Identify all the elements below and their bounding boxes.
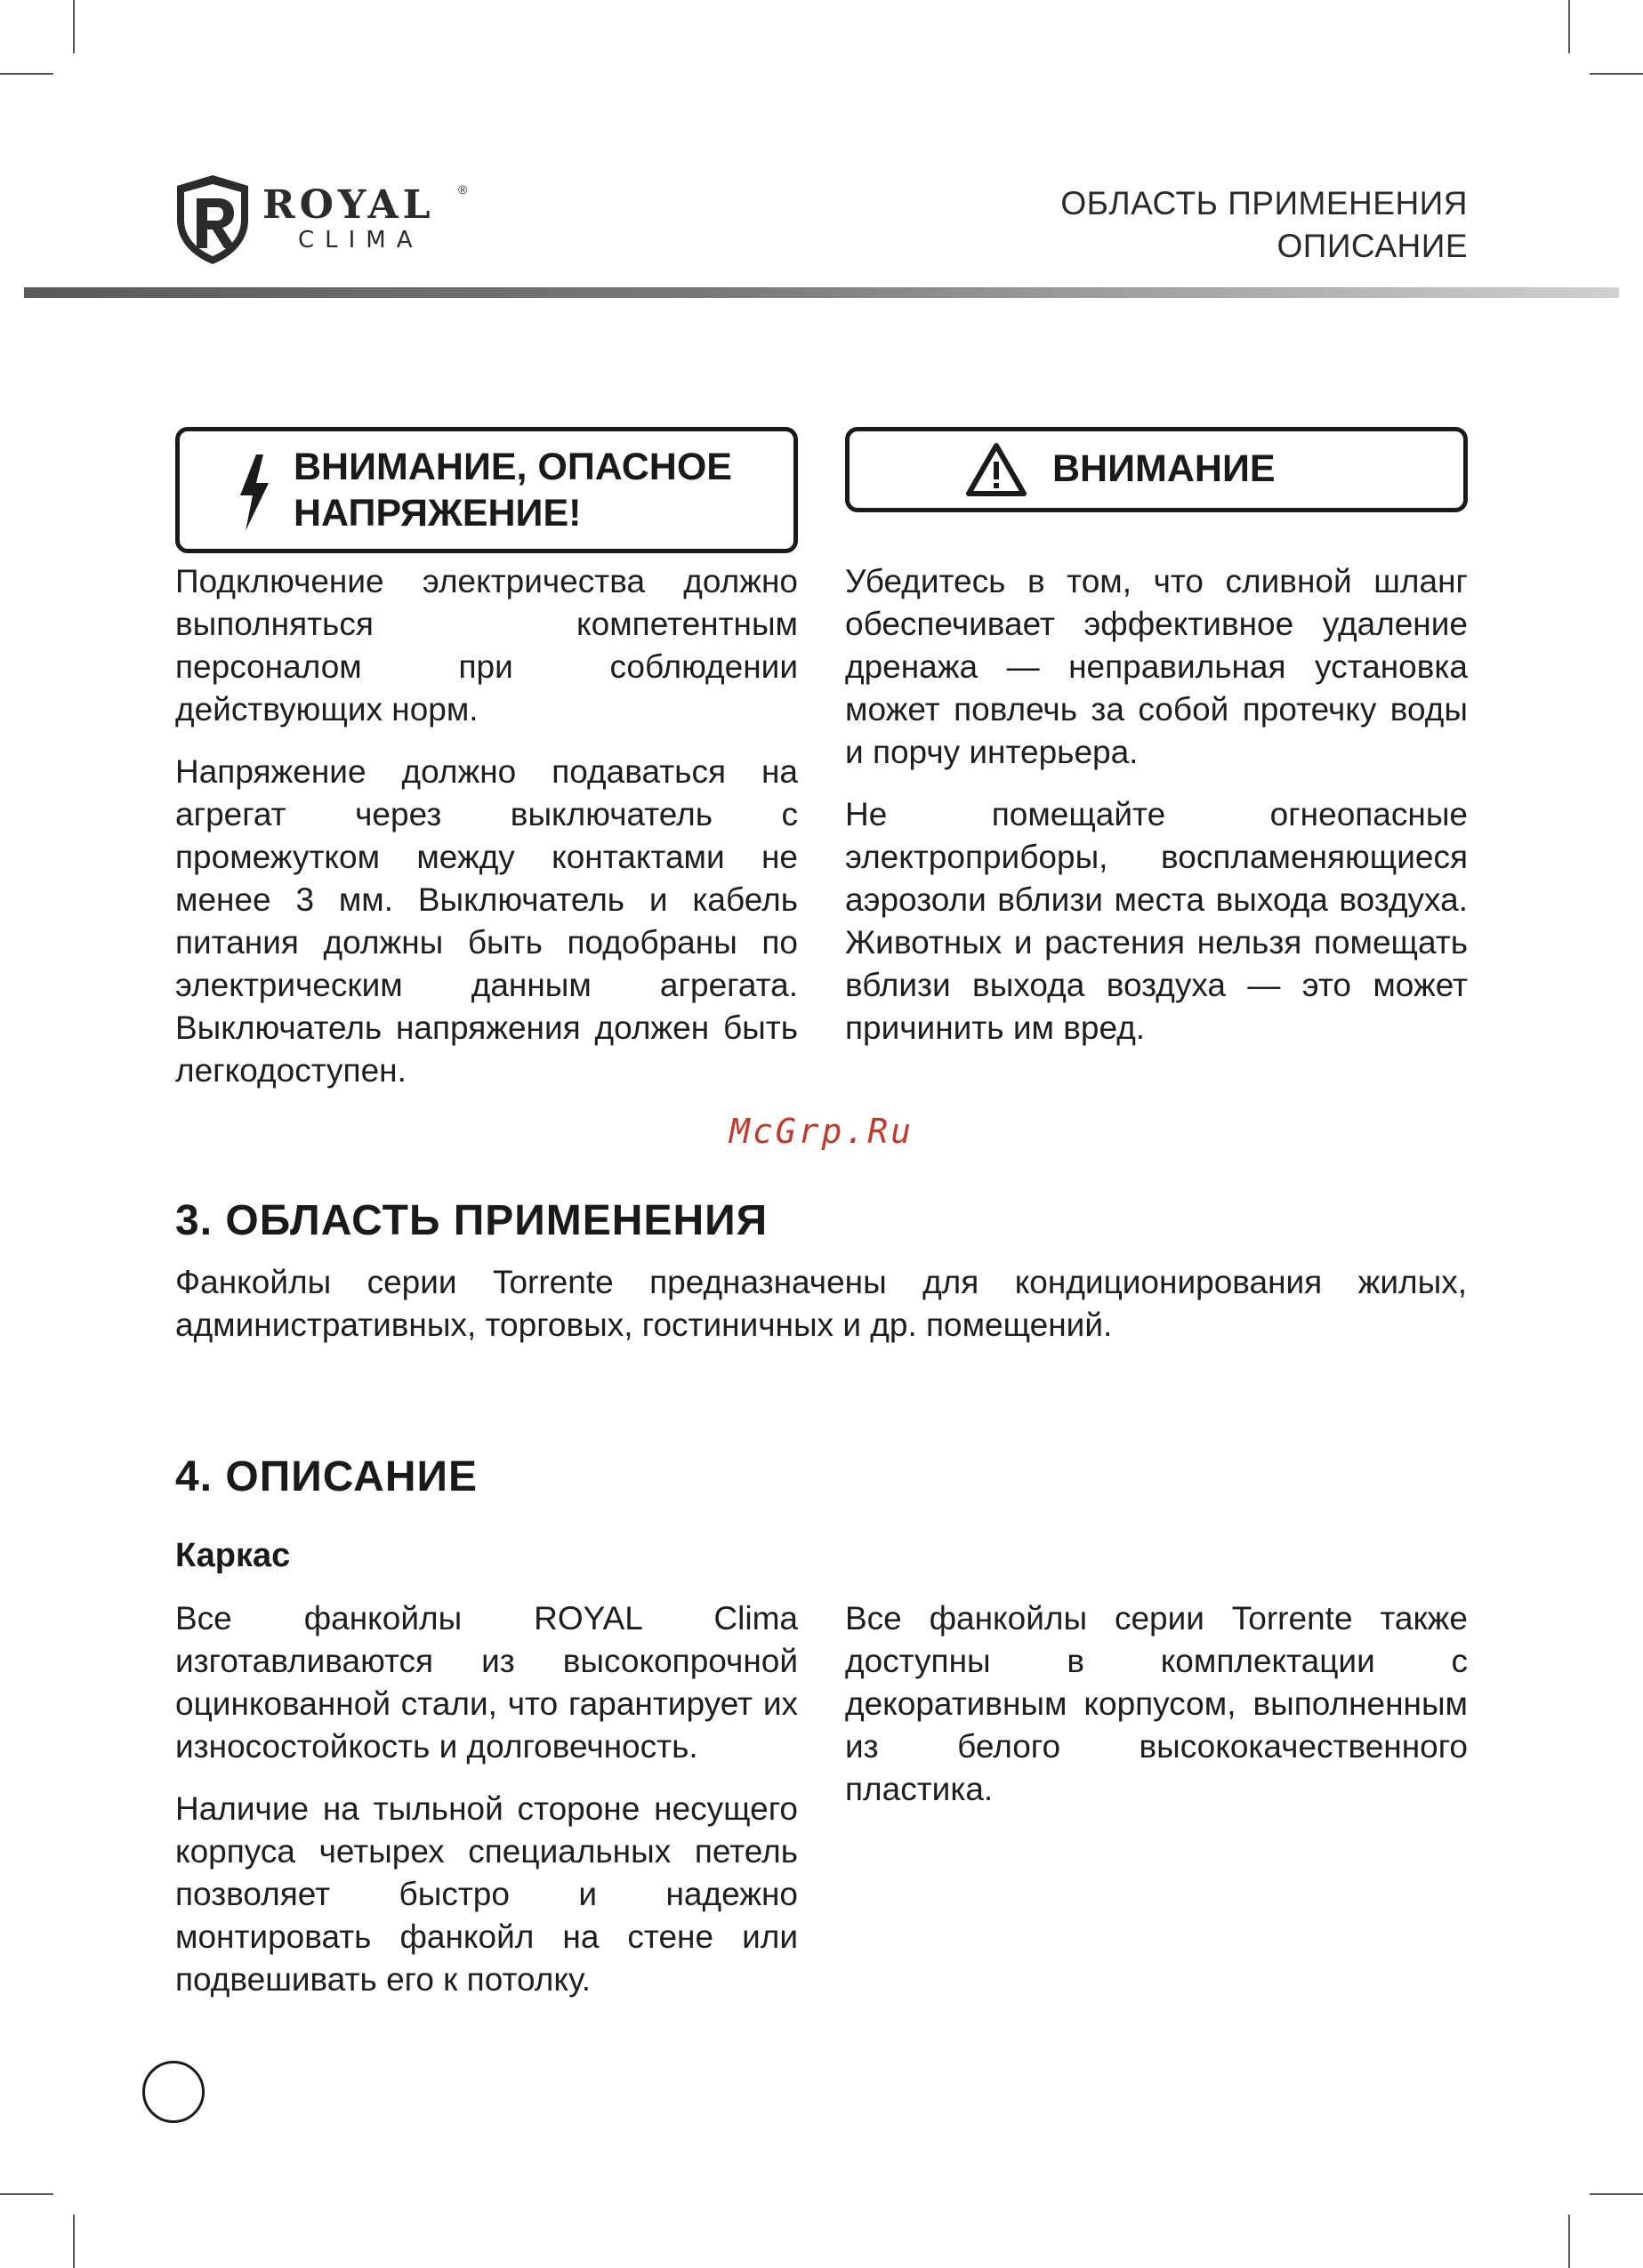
caution-box [845, 427, 1468, 512]
frame-left-paragraph-2: Наличие на тыльной стороне несущего корпуса четырех специальных петель позволяет быстро и надежно монтировать фанкойл на стене или подвешивать его к потолку. [175, 1790, 798, 1998]
crop-mark [0, 73, 53, 75]
header-divider [24, 287, 1619, 298]
frame-left-paragraph-1: Все фанкойлы ROYAL Clima изготавливаются из высокопрочной оцинкованной стали, что гарантирует их износостойкость и долговечность. [175, 1600, 798, 1765]
crop-mark [73, 0, 75, 53]
crop-mark [0, 2193, 53, 2195]
caution-paragraph-1: Убедитесь в том, что сливной шланг обеспечивает эффективное удаление дренажа — неправильная установка может повлечь за собой протечку воды и порчу интерьера. [845, 563, 1468, 770]
shield-logo-icon [173, 173, 252, 266]
danger-voltage-box [175, 427, 798, 553]
royal-clima-logo [173, 173, 494, 271]
crop-mark [1590, 2193, 1643, 2195]
frame-right-paragraph-1: Все фанкойлы серии Torrente также доступны в комплектации с декоративным корпусом, выполненным из белого высококачественного пластика. [845, 1600, 1468, 1807]
logo-royal-text: ROYAL [262, 182, 435, 228]
danger-paragraph-1: Подключение электричества должно выполняться компетентным персоналом при соблюдении действующих норм. [175, 563, 798, 728]
danger-title [294, 444, 732, 536]
crop-mark [1568, 0, 1570, 53]
danger-title-line-2: НАПРЯЖЕНИЕ! [294, 492, 582, 535]
logo-registered-mark: ® [458, 182, 468, 197]
section-3-title: 3. ОБЛАСТЬ ПРИМЕНЕНИЯ [175, 1197, 769, 1244]
page-number-circle [142, 2061, 205, 2123]
watermark: McGrp.Ru [729, 1112, 914, 1151]
frame-left-column [175, 1597, 798, 2021]
frame-right-column [845, 1597, 1468, 1830]
page-header [1060, 182, 1468, 268]
subsection-frame-title: Каркас [175, 1537, 291, 1574]
danger-text-column [175, 560, 798, 1112]
lightning-icon [237, 453, 272, 533]
danger-paragraph-2: Напряжение должно подаваться на агрегат через выключатель с промежутком между контактами не менее 3 мм. Выключатель и кабель питания должны быть подобраны по электрическим данным агрегата. Выключатель напряжения должен быть легкодоступен. [175, 753, 798, 1089]
crop-mark [1568, 2215, 1570, 2268]
caution-paragraph-2: Не помещайте огнеопасные электроприборы, воспламеняющиеся аэрозоли вблизи места выхода воздуха. Животных и растения нельзя помещать вблизи выхода воздуха — это может причинить им вред. [845, 796, 1468, 1046]
crop-mark [1590, 73, 1643, 75]
header-line-1: ОБЛАСТЬ ПРИМЕНЕНИЯ [1060, 185, 1468, 221]
caution-text-column [845, 560, 1468, 1069]
logo-clima-text: CLIMA [298, 227, 423, 253]
section-4-title: 4. ОПИСАНИЕ [175, 1453, 479, 1500]
warning-triangle-icon [965, 442, 1027, 497]
crop-mark [73, 2215, 75, 2268]
caution-title: ВНИМАНИЕ [1052, 447, 1276, 490]
danger-title-line-1: ВНИМАНИЕ, ОПАСНОЕ [294, 446, 732, 488]
section-3-text: Фанкойлы серии Torrente предназначены для кондиционирования жилых, административных, торговых, гостиничных и др. помещений. [175, 1264, 1467, 1343]
header-line-2: ОПИСАНИЕ [1277, 228, 1468, 264]
